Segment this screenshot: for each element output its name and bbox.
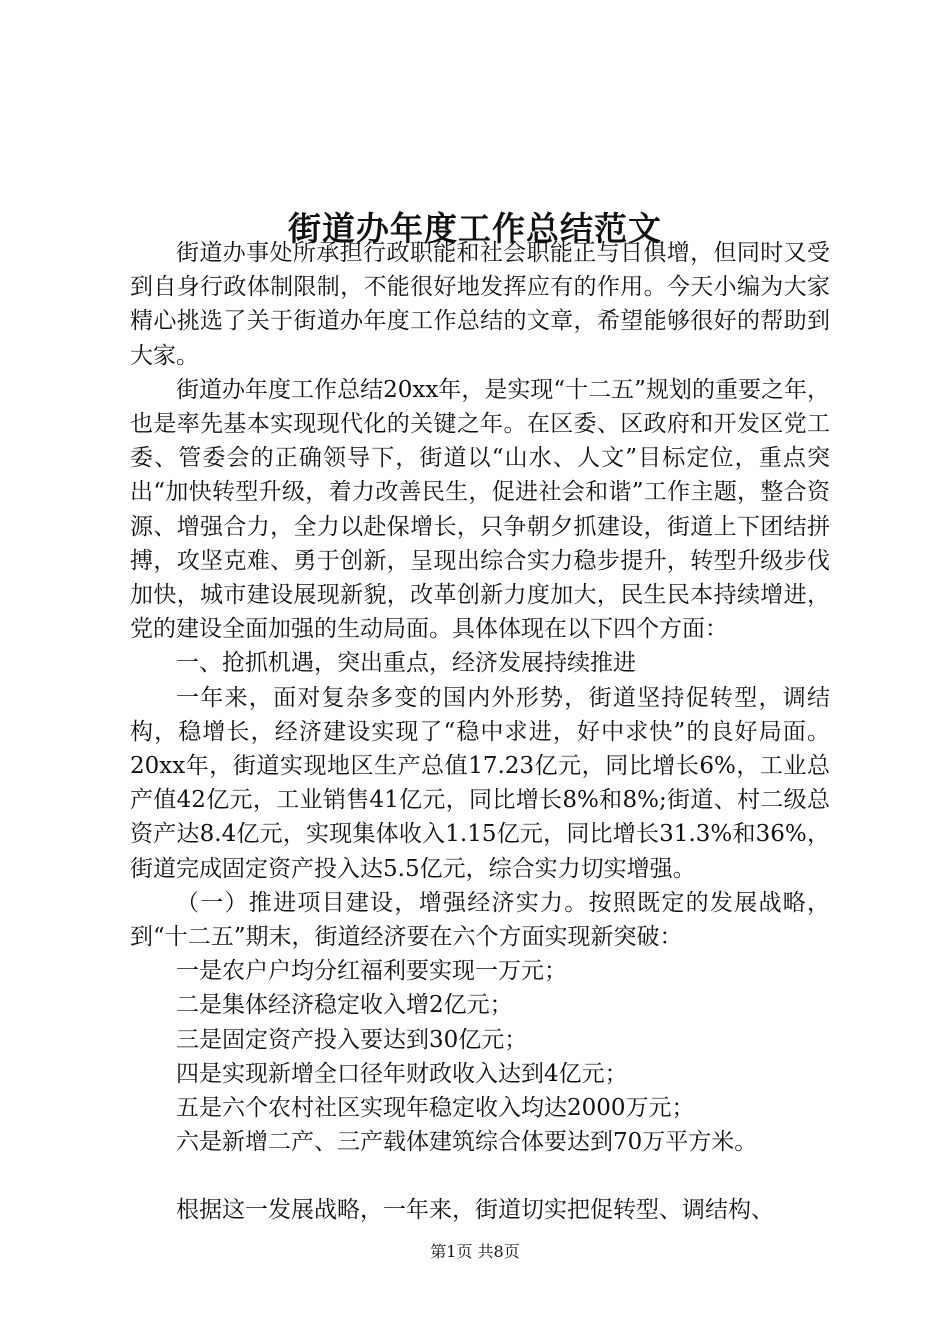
paragraph-strategy: 根据这一发展战略，一年来，街道切实把促转型、调结构、 [176,1197,774,1224]
document-body [130,236,830,1228]
paragraph-summary: 街道办年度工作总结20xx年，是实现“十二五”规划的重要之年，也是率先基本实现现代化的关键之年。在区委、区政府和开发区党工委、管委会的正确领导下，街道以“山水、人文”目标定位，重点突出“加快转型升级，着力改善民生，促进社会和谐”工作主题，整合资源、增强合力，全力以赴保增长，只争朝夕抓建设，街道上下团结拼搏，攻坚克难、勇于创新，呈现出综合实力稳步提升，转型升级步伐加快，城市建设展现新貌，改革创新力度加大，民生民本持续增进，党的建设全面加强的生动局面。具体体现在以下四个方面： [130,376,830,643]
list-item-goal-3: 三是固定资产投入要达到30亿元； [176,1026,528,1053]
paragraph-projects: （一）推进项目建设，增强经济实力。按照既定的发展战略，到“十二五”期末，街道经济要在六个方面实现新突破： [130,889,830,951]
document-title: 街道办年度工作总结范文 [288,209,662,249]
paragraph-intro: 街道办事处所承担行政职能和社会职能正与日俱增，但同时又受到自身行政体制限制，不能很好地发挥应有的作用。今天小编为大家精心挑选了关于街道办年度工作总结的文章，希望能够很好的帮助到大家。 [130,240,830,369]
list-item-goal-5: 五是六个农村社区实现年稳定收入均达2000万元； [176,1095,695,1122]
section-heading-1: 一、抢抓机遇，突出重点，经济发展持续推进 [176,650,636,677]
list-item-goal-2: 二是集体经济稳定收入增2亿元； [176,992,513,1019]
paragraph-economy: 一年来，面对复杂多变的国内外形势，街道坚持促转型，调结构，稳增长，经济建设实现了“稳中求进，好中求快”的良好局面。20xx年，街道实现地区生产总值17.23亿元，同比增长6%，工业总产值42亿元，工业销售41亿元，同比增长8%和8%;街道、村二级总资产达8.4亿元，实现集体收入1.15亿元，同比增长31.3%和36%，街道完成固定资产投入达5.5亿元，综合实力切实增强。 [130,684,830,882]
list-item-goal-4: 四是实现新增全口径年财政收入达到4亿元； [176,1060,628,1087]
list-item-goal-1: 一是农户户均分红福利要实现一万元； [176,958,567,985]
list-item-goal-6: 六是新增二产、三产载体建筑综合体要达到70万平方米。 [176,1129,758,1156]
page-footer: 第1页 共8页 [430,1242,520,1261]
